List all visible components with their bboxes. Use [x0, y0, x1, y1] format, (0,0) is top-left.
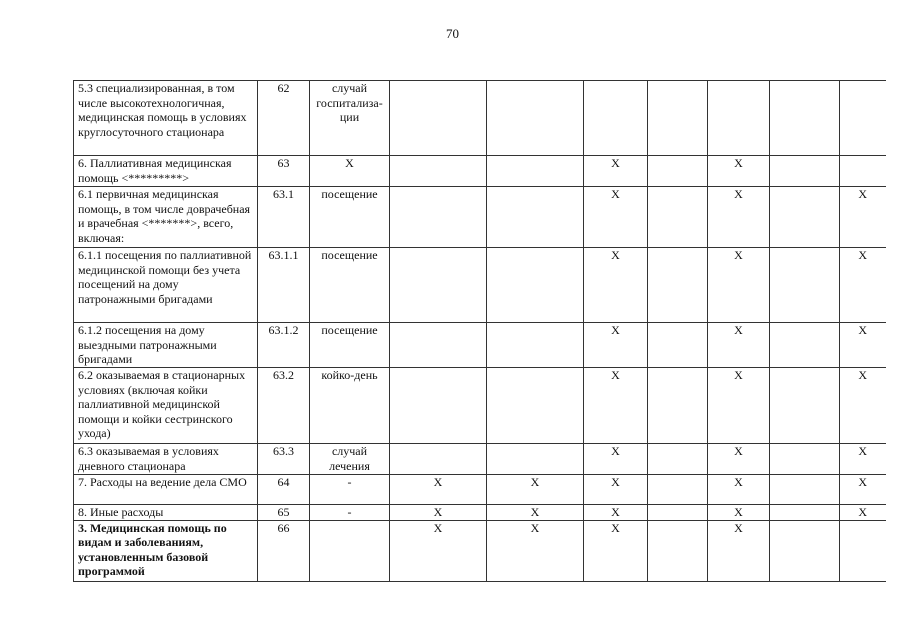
value-cell: Х — [708, 187, 770, 248]
row-code-cell: 62 — [258, 81, 310, 156]
row-name-cell: 6.1.2 посещения на дому выездными патронажными бригадами — [74, 323, 258, 368]
table-row — [74, 323, 886, 368]
value-cell — [487, 156, 584, 187]
table-row — [74, 156, 886, 187]
value-cell — [390, 248, 487, 323]
value-cell — [648, 505, 708, 521]
row-unit-cell: посещение — [310, 187, 390, 248]
value-cell: Х — [708, 444, 770, 475]
value-cell — [390, 368, 487, 444]
page-number: 70 — [446, 26, 459, 41]
data-table — [73, 80, 886, 582]
value-cell — [770, 81, 840, 156]
value-cell — [648, 81, 708, 156]
value-cell — [390, 444, 487, 475]
table-row — [74, 520, 886, 581]
value-cell — [770, 368, 840, 444]
row-name-cell: 3. Медицинская помощь по видам и заболеваниям, установленным базовой программой — [74, 520, 258, 581]
value-cell — [487, 323, 584, 368]
table-row — [74, 187, 886, 248]
value-cell — [840, 81, 886, 156]
value-cell: Х — [708, 505, 770, 521]
row-unit-cell: Х — [310, 156, 390, 187]
value-cell: Х — [487, 520, 584, 581]
table-row — [74, 505, 886, 521]
row-code-cell: 65 — [258, 505, 310, 521]
value-cell — [770, 475, 840, 505]
value-cell — [770, 187, 840, 248]
value-cell — [708, 81, 770, 156]
value-cell: Х — [708, 156, 770, 187]
value-cell — [770, 444, 840, 475]
row-unit-cell: случай госпитализа-ции — [310, 81, 390, 156]
value-cell: Х — [390, 520, 487, 581]
value-cell: Х — [584, 475, 648, 505]
value-cell — [770, 248, 840, 323]
row-code-cell: 63 — [258, 156, 310, 187]
row-code-cell: 63.1.2 — [258, 323, 310, 368]
value-cell: Х — [584, 368, 648, 444]
row-name-cell: 5.3 специализированная, в том числе высокотехнологичная, медицинская помощь в условиях круглосуточного стационара — [74, 81, 258, 156]
value-cell — [648, 368, 708, 444]
value-cell: Х — [840, 323, 886, 368]
value-cell — [770, 323, 840, 368]
value-cell: Х — [708, 368, 770, 444]
value-cell: Х — [840, 187, 886, 248]
value-cell — [390, 81, 487, 156]
value-cell: Х — [840, 248, 886, 323]
value-cell — [770, 156, 840, 187]
value-cell — [390, 323, 487, 368]
value-cell — [584, 81, 648, 156]
table-row — [74, 475, 886, 505]
value-cell — [390, 156, 487, 187]
table-row — [74, 81, 886, 156]
row-code-cell: 63.1.1 — [258, 248, 310, 323]
value-cell — [648, 444, 708, 475]
value-cell — [648, 323, 708, 368]
row-name-cell: 8. Иные расходы — [74, 505, 258, 521]
value-cell: Х — [390, 475, 487, 505]
row-unit-cell: посещение — [310, 248, 390, 323]
row-code-cell: 63.2 — [258, 368, 310, 444]
value-cell — [487, 187, 584, 248]
value-cell — [487, 248, 584, 323]
value-cell: Х — [487, 475, 584, 505]
value-cell — [390, 187, 487, 248]
value-cell: Х — [584, 156, 648, 187]
value-cell: Х — [840, 475, 886, 505]
row-code-cell: 64 — [258, 475, 310, 505]
row-code-cell: 63.1 — [258, 187, 310, 248]
value-cell — [487, 444, 584, 475]
row-unit-cell: - — [310, 475, 390, 505]
value-cell: Х — [840, 368, 886, 444]
value-cell — [648, 475, 708, 505]
row-name-cell: 6. Паллиативная медицинская помощь <*********> — [74, 156, 258, 187]
row-unit-cell: случай лечения — [310, 444, 390, 475]
value-cell: Х — [708, 475, 770, 505]
value-cell: Х — [708, 323, 770, 368]
value-cell: Х — [584, 323, 648, 368]
row-name-cell: 6.1.1 посещения по паллиативной медицинской помощи без учета посещений на дому патронажными бригадами — [74, 248, 258, 323]
row-code-cell: 63.3 — [258, 444, 310, 475]
value-cell: Х — [390, 505, 487, 521]
value-cell: Х — [840, 505, 886, 521]
value-cell: Х — [584, 187, 648, 248]
table-row — [74, 248, 886, 323]
row-unit-cell: койко-день — [310, 368, 390, 444]
row-unit-cell: посещение — [310, 323, 390, 368]
row-unit-cell: - — [310, 505, 390, 521]
value-cell: Х — [584, 505, 648, 521]
value-cell: Х — [487, 505, 584, 521]
value-cell: Х — [584, 444, 648, 475]
value-cell: Х — [584, 520, 648, 581]
table-row — [74, 368, 886, 444]
value-cell — [840, 156, 886, 187]
row-name-cell: 7. Расходы на ведение дела СМО — [74, 475, 258, 505]
value-cell — [487, 368, 584, 444]
value-cell: Х — [708, 248, 770, 323]
value-cell: Х — [584, 248, 648, 323]
value-cell — [770, 505, 840, 521]
table-body — [74, 81, 886, 582]
row-name-cell: 6.2 оказываемая в стационарных условиях (включая койки паллиативной медицинской помощи и койки сестринского ухода) — [74, 368, 258, 444]
value-cell: Х — [708, 520, 770, 581]
row-name-cell: 6.1 первичная медицинская помощь, в том числе доврачебная и врачебная <*******>, всего, включая: — [74, 187, 258, 248]
value-cell: Х — [840, 444, 886, 475]
value-cell — [487, 81, 584, 156]
value-cell — [840, 520, 886, 581]
row-unit-cell — [310, 520, 390, 581]
value-cell — [648, 520, 708, 581]
value-cell — [648, 156, 708, 187]
value-cell — [648, 248, 708, 323]
row-name-cell: 6.3 оказываемая в условиях дневного стационара — [74, 444, 258, 475]
value-cell — [648, 187, 708, 248]
row-code-cell: 66 — [258, 520, 310, 581]
value-cell — [770, 520, 840, 581]
table-row — [74, 444, 886, 475]
